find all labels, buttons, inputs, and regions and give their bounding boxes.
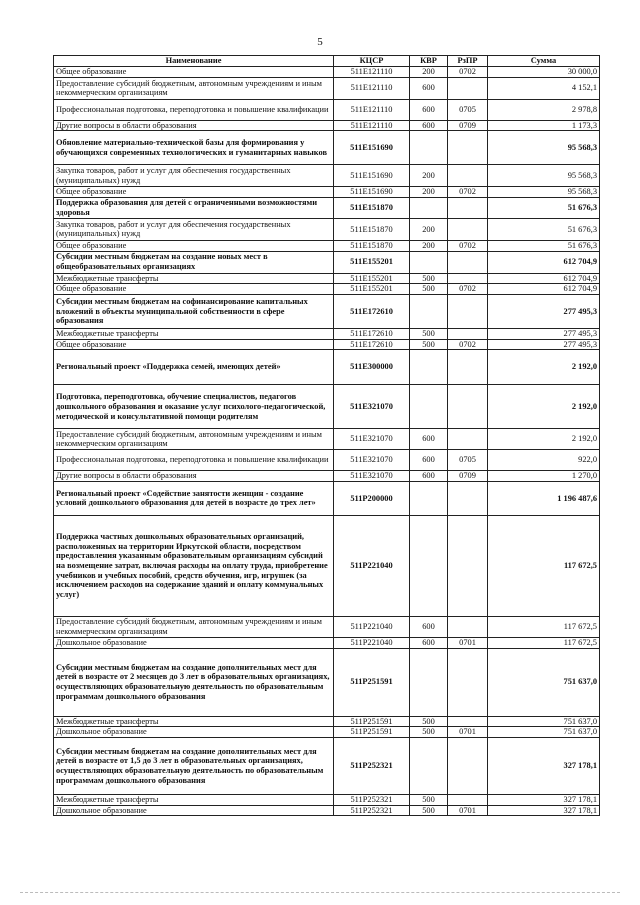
cell-kvr: 600 <box>410 429 448 450</box>
cell-sum: 117 672,5 <box>488 616 600 637</box>
table-row <box>54 481 600 515</box>
page-number: 5 <box>317 36 323 48</box>
cell-name: Закупка товаров, работ и услуг для обеспечения государственных (муниципальных) нужд <box>54 165 334 187</box>
cell-rzpr <box>448 385 488 429</box>
cell-kvr <box>410 385 448 429</box>
table-row <box>54 218 600 240</box>
cell-kvr <box>410 515 448 616</box>
cell-rzpr <box>448 481 488 515</box>
cell-kcsr: 511E151690 <box>334 187 410 198</box>
cell-name: Дошкольное образование <box>54 727 334 738</box>
cell-sum: 277 495,3 <box>488 328 600 339</box>
cell-kvr <box>410 737 448 794</box>
cell-sum: 117 672,5 <box>488 637 600 648</box>
cell-kcsr: 511P251591 <box>334 648 410 716</box>
cell-kvr: 500 <box>410 284 448 295</box>
header-name: Наименование <box>54 56 334 67</box>
cell-sum: 327 178,1 <box>488 805 600 816</box>
table-row <box>54 131 600 165</box>
table-row <box>54 165 600 187</box>
cell-sum: 51 676,3 <box>488 218 600 240</box>
table-row <box>54 284 600 295</box>
cell-rzpr: 0702 <box>448 339 488 350</box>
cell-name: Другие вопросы в области образования <box>54 120 334 131</box>
cell-kvr: 500 <box>410 273 448 284</box>
table-row <box>54 251 600 273</box>
table-row <box>54 273 600 284</box>
cell-sum: 2 978,8 <box>488 99 600 120</box>
cell-kvr: 200 <box>410 67 448 78</box>
table-row <box>54 794 600 805</box>
cell-name: Межбюджетные трансферты <box>54 794 334 805</box>
cell-name: Поддержка образования для детей с ограниченными возможностями здоровья <box>54 197 334 218</box>
table-header-row <box>54 56 600 67</box>
cell-sum: 1 270,0 <box>488 471 600 482</box>
table-row <box>54 339 600 350</box>
cell-kcsr: 511E321070 <box>334 385 410 429</box>
cell-sum: 612 704,9 <box>488 251 600 273</box>
cell-kvr: 600 <box>410 450 448 471</box>
cell-sum: 612 704,9 <box>488 273 600 284</box>
table-row <box>54 197 600 218</box>
cell-rzpr <box>448 737 488 794</box>
cell-kvr <box>410 197 448 218</box>
cell-kcsr: 511E155201 <box>334 273 410 284</box>
cell-kcsr: 511E321070 <box>334 429 410 450</box>
cell-kvr <box>410 251 448 273</box>
table-row <box>54 515 600 616</box>
table-row <box>54 450 600 471</box>
cell-kvr: 500 <box>410 716 448 727</box>
cell-kvr <box>410 294 448 328</box>
cell-sum: 277 495,3 <box>488 294 600 328</box>
cell-rzpr <box>448 165 488 187</box>
cell-kcsr: 511P251591 <box>334 716 410 727</box>
table-row <box>54 294 600 328</box>
cell-name: Поддержка частных дошкольных образовательных организаций, расположенных на территории Иркутской области, посредством предоставления указанным образовательным организациям субсидий на возмещение затрат, включая расходы на оплату труда, приобретение учебников и учебных пособий, средств обучения, игр, игрушек (за исключением расходов на содержание зданий и оплату коммунальных услуг) <box>54 515 334 616</box>
cell-rzpr <box>448 294 488 328</box>
cell-kcsr: 511E155201 <box>334 251 410 273</box>
cell-kcsr: 511P200000 <box>334 481 410 515</box>
cell-rzpr <box>448 273 488 284</box>
cell-kcsr: 511E300000 <box>334 350 410 385</box>
cell-rzpr: 0705 <box>448 99 488 120</box>
cell-rzpr <box>448 197 488 218</box>
cell-sum: 2 192,0 <box>488 429 600 450</box>
cell-kcsr: 511E121110 <box>334 77 410 99</box>
cell-name: Общее образование <box>54 284 334 295</box>
table-row <box>54 67 600 78</box>
cell-kcsr: 511P251591 <box>334 727 410 738</box>
cell-kcsr: 511E151690 <box>334 131 410 165</box>
table-row <box>54 77 600 99</box>
cell-name: Межбюджетные трансферты <box>54 716 334 727</box>
cell-kcsr: 511E121110 <box>334 67 410 78</box>
cell-kcsr: 511P252321 <box>334 737 410 794</box>
cell-kvr: 200 <box>410 165 448 187</box>
cell-kcsr: 511P221040 <box>334 616 410 637</box>
cell-sum: 95 568,3 <box>488 187 600 198</box>
cell-sum: 922,0 <box>488 450 600 471</box>
table-row <box>54 637 600 648</box>
table-row <box>54 240 600 251</box>
table-body <box>54 67 600 816</box>
table-row <box>54 616 600 637</box>
header-rzpr: РзПР <box>448 56 488 67</box>
cell-rzpr: 0701 <box>448 637 488 648</box>
cell-rzpr <box>448 251 488 273</box>
cell-rzpr: 0709 <box>448 120 488 131</box>
table-row <box>54 429 600 450</box>
cell-rzpr: 0702 <box>448 240 488 251</box>
cell-sum: 327 178,1 <box>488 794 600 805</box>
cell-sum: 751 637,0 <box>488 727 600 738</box>
cell-kvr: 500 <box>410 794 448 805</box>
cell-rzpr <box>448 648 488 716</box>
cell-sum: 1 173,3 <box>488 120 600 131</box>
cell-rzpr <box>448 350 488 385</box>
cell-name: Другие вопросы в области образования <box>54 471 334 482</box>
cell-kvr <box>410 131 448 165</box>
cell-kcsr: 511E121110 <box>334 120 410 131</box>
cell-name: Межбюджетные трансферты <box>54 273 334 284</box>
cell-rzpr: 0702 <box>448 284 488 295</box>
table-row <box>54 187 600 198</box>
cell-rzpr <box>448 131 488 165</box>
cell-kvr: 600 <box>410 471 448 482</box>
cell-name: Профессиональная подготовка, переподготовка и повышение квалификации <box>54 450 334 471</box>
cell-rzpr <box>448 515 488 616</box>
cell-name: Общее образование <box>54 187 334 198</box>
cell-rzpr <box>448 77 488 99</box>
cell-rzpr <box>448 794 488 805</box>
table-row <box>54 471 600 482</box>
cell-sum: 30 000,0 <box>488 67 600 78</box>
cell-kvr: 500 <box>410 727 448 738</box>
cell-kvr: 200 <box>410 187 448 198</box>
cell-kvr <box>410 350 448 385</box>
cell-rzpr: 0702 <box>448 187 488 198</box>
cell-sum: 2 192,0 <box>488 385 600 429</box>
cell-name: Предоставление субсидий бюджетным, автономным учреждениям и иным некоммерческим организациям <box>54 77 334 99</box>
cell-rzpr <box>448 218 488 240</box>
cell-name: Субсидии местным бюджетам на создание новых мест в общеобразовательных организациях <box>54 251 334 273</box>
cell-kvr <box>410 648 448 716</box>
cell-kcsr: 511E151870 <box>334 197 410 218</box>
cell-rzpr: 0709 <box>448 471 488 482</box>
cell-kcsr: 511E321070 <box>334 471 410 482</box>
cell-kcsr: 511E151870 <box>334 240 410 251</box>
cell-name: Общее образование <box>54 339 334 350</box>
cell-sum: 327 178,1 <box>488 737 600 794</box>
cell-sum: 1 196 487,6 <box>488 481 600 515</box>
cell-kvr: 600 <box>410 637 448 648</box>
cell-sum: 2 192,0 <box>488 350 600 385</box>
cell-kcsr: 511E151690 <box>334 165 410 187</box>
cell-kcsr: 511P252321 <box>334 805 410 816</box>
page-edge-line <box>20 892 620 893</box>
cell-name: Субсидии местным бюджетам на софинансирование капитальных вложений в объекты муниципальной собственности в сфере образования <box>54 294 334 328</box>
header-sum: Сумма <box>488 56 600 67</box>
table-row <box>54 385 600 429</box>
table-row <box>54 328 600 339</box>
table-row <box>54 727 600 738</box>
table-row <box>54 805 600 816</box>
cell-sum: 95 568,3 <box>488 165 600 187</box>
cell-kcsr: 511E155201 <box>334 284 410 295</box>
table-row <box>54 716 600 727</box>
cell-kvr: 200 <box>410 218 448 240</box>
cell-name: Общее образование <box>54 240 334 251</box>
cell-rzpr: 0705 <box>448 450 488 471</box>
cell-rzpr <box>448 429 488 450</box>
cell-name: Региональный проект «Поддержка семей, имеющих детей» <box>54 350 334 385</box>
cell-kvr: 500 <box>410 805 448 816</box>
cell-kcsr: 511E172610 <box>334 328 410 339</box>
cell-sum: 612 704,9 <box>488 284 600 295</box>
cell-kvr: 600 <box>410 77 448 99</box>
cell-sum: 277 495,3 <box>488 339 600 350</box>
cell-name: Субсидии местным бюджетам на создание дополнительных мест для детей в возрасте от 1,5 до 3 лет в образовательных организациях, осуществляющих образовательную деятельность по образовательным программам дошкольного образования <box>54 737 334 794</box>
cell-name: Предоставление субсидий бюджетным, автономным учреждениям и иным некоммерческим организациям <box>54 616 334 637</box>
cell-sum: 751 637,0 <box>488 716 600 727</box>
table-row <box>54 648 600 716</box>
cell-name: Межбюджетные трансферты <box>54 328 334 339</box>
cell-sum: 117 672,5 <box>488 515 600 616</box>
cell-sum: 4 152,1 <box>488 77 600 99</box>
cell-rzpr <box>448 716 488 727</box>
cell-kvr: 600 <box>410 99 448 120</box>
cell-rzpr <box>448 616 488 637</box>
cell-rzpr <box>448 328 488 339</box>
cell-name: Профессиональная подготовка, переподготовка и повышение квалификации <box>54 99 334 120</box>
cell-kcsr: 511E321070 <box>334 450 410 471</box>
cell-name: Обновление материально-технической базы для формирования у обучающихся современных технологических и гуманитарных навыков <box>54 131 334 165</box>
cell-name: Общее образование <box>54 67 334 78</box>
cell-name: Подготовка, переподготовка, обучение специалистов, педагогов дошкольного образования и оказание услуг психолого-педагогической, методической и консультативной помощи родителям <box>54 385 334 429</box>
cell-name: Дошкольное образование <box>54 637 334 648</box>
cell-rzpr: 0701 <box>448 805 488 816</box>
cell-kcsr: 511P221040 <box>334 515 410 616</box>
cell-kcsr: 511E172610 <box>334 339 410 350</box>
table-row <box>54 120 600 131</box>
cell-name: Закупка товаров, работ и услуг для обеспечения государственных (муниципальных) нужд <box>54 218 334 240</box>
cell-kvr: 600 <box>410 120 448 131</box>
cell-kvr: 500 <box>410 339 448 350</box>
cell-kcsr: 511E151870 <box>334 218 410 240</box>
cell-kcsr: 511P221040 <box>334 637 410 648</box>
cell-kcsr: 511E172610 <box>334 294 410 328</box>
table-row <box>54 737 600 794</box>
cell-name: Субсидии местным бюджетам на создание дополнительных мест для детей в возрасте от 2 месяцев до 3 лет в образовательных организациях, осуществляющих образовательную деятельность по образовательным программам дошкольного образования <box>54 648 334 716</box>
cell-kvr: 500 <box>410 328 448 339</box>
cell-rzpr: 0702 <box>448 67 488 78</box>
cell-kvr <box>410 481 448 515</box>
header-kvr: КВР <box>410 56 448 67</box>
cell-sum: 51 676,3 <box>488 197 600 218</box>
table-row <box>54 350 600 385</box>
cell-rzpr: 0701 <box>448 727 488 738</box>
cell-kvr: 600 <box>410 616 448 637</box>
cell-kvr: 200 <box>410 240 448 251</box>
cell-kcsr: 511P252321 <box>334 794 410 805</box>
table-row <box>54 99 600 120</box>
cell-sum: 51 676,3 <box>488 240 600 251</box>
cell-name: Предоставление субсидий бюджетным, автономным учреждениям и иным некоммерческим организациям <box>54 429 334 450</box>
cell-name: Региональный проект «Содействие занятости женщин - создание условий дошкольного образования для детей в возрасте до трех лет» <box>54 481 334 515</box>
cell-kcsr: 511E121110 <box>334 99 410 120</box>
header-kcsr: КЦСР <box>334 56 410 67</box>
budget-table <box>53 55 600 816</box>
cell-sum: 95 568,3 <box>488 131 600 165</box>
cell-name: Дошкольное образование <box>54 805 334 816</box>
cell-sum: 751 637,0 <box>488 648 600 716</box>
